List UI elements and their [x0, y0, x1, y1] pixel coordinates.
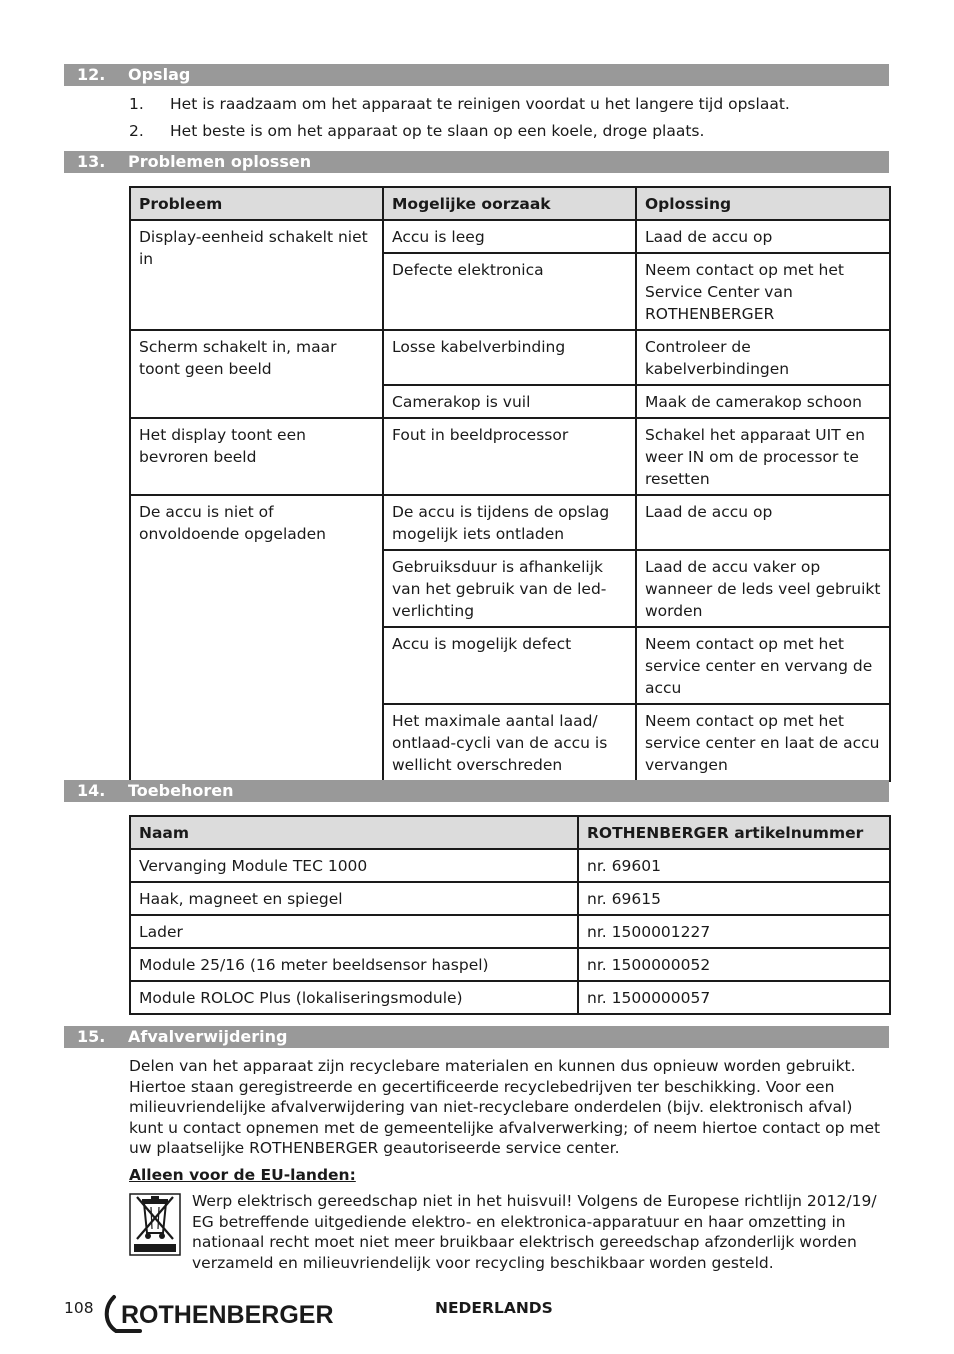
section-number: 13. — [77, 152, 106, 171]
solution-cell: Laad de accu op — [636, 495, 890, 550]
column-header: Mogelijke oorzaak — [383, 187, 636, 220]
section-number: 12. — [77, 65, 106, 84]
cause-cell: Het maximale aantal laad/ ontlaad-cycli van de accu is wellicht overschreden — [383, 704, 636, 781]
list-item — [129, 120, 889, 147]
cause-cell: Losse kabelverbinding — [383, 330, 636, 385]
language-label: NEDERLANDS — [435, 1299, 553, 1317]
solution-cell: Laad de accu op — [636, 220, 890, 253]
cause-cell: De accu is tijdens de opslag mogelijk iets ontladen — [383, 495, 636, 550]
problem-cell: De accu is niet of onvoldoende opgeladen — [130, 495, 383, 781]
page-number: 108 — [64, 1299, 94, 1317]
cause-cell: Fout in beeldprocessor — [383, 418, 636, 495]
table-row — [130, 948, 890, 981]
section-14-header — [64, 780, 889, 802]
table-row — [130, 418, 890, 495]
table-row — [130, 330, 890, 385]
solution-cell: Maak de camerakop schoon — [636, 385, 890, 418]
section-12-header — [64, 64, 889, 86]
brand-wordmark: ROTHENBERGER — [121, 1301, 334, 1329]
column-header: Probleem — [130, 187, 383, 220]
table-row — [130, 882, 890, 915]
article-number-cell: nr. 1500000057 — [578, 981, 890, 1014]
column-header: ROTHENBERGER artikelnummer — [578, 816, 890, 849]
storage-list — [129, 93, 889, 147]
table-row — [130, 981, 890, 1014]
cause-cell: Defecte elektronica — [383, 253, 636, 330]
article-number-cell: nr. 1500000052 — [578, 948, 890, 981]
section-13-header — [64, 151, 889, 173]
section-number: 14. — [77, 781, 106, 800]
section-title: Opslag — [128, 65, 191, 84]
section-15-header — [64, 1026, 889, 1048]
list-item — [129, 93, 889, 120]
problem-cell: Scherm schakelt in, maar toont geen beeld — [130, 330, 383, 418]
solution-cell: Neem contact op met het service center en vervang de accu — [636, 627, 890, 704]
accessory-name-cell: Vervanging Module TEC 1000 — [130, 849, 578, 882]
solution-cell: Neem contact op met het Service Center van ROTHENBERGER — [636, 253, 890, 330]
eu-directive-text: Werp elektrisch gereedschap niet in het huisvuil! Volgens de Europese richtlijn 2012/19/ EG betreffende uitgediende elektro- en elektronica-apparatuur en haar omzetting in nationaal recht moet niet meer bruikbaar elektrisch gereedschap afzonderlijk worden verzameld en milieuvriendelijk voor recycling beschikbaar worden gesteld. — [192, 1192, 877, 1272]
solution-cell: Controleer de kabelverbindingen — [636, 330, 890, 385]
cause-cell: Accu is mogelijk defect — [383, 627, 636, 704]
solution-cell: Laad de accu vaker op wanneer de leds veel gebruikt worden — [636, 550, 890, 627]
table-row — [130, 220, 890, 253]
disposal-paragraph: Delen van het apparaat zijn recyclebare materialen en kunnen dus opnieuw worden gebruikt. Hiertoe staan geregistreerde en gecertificeerde recyclebedrijven ter beschikking. Voor een milieuvriendelijke afvalverwijdering van niet-recyclebare onderdelen (bijv. elektronisch afval) kunt u contact opnemen met de gemeentelijke afvalverwerking; of neem hiertoe contact op met uw plaatselijke ROTHENBERGER geautoriseerde service center. — [129, 1057, 881, 1157]
list-item-number: 2. — [129, 122, 144, 140]
brand-logo — [100, 1293, 350, 1338]
crossed-out-bin-icon — [129, 1193, 181, 1256]
article-number-cell: nr. 69615 — [578, 882, 890, 915]
problem-cell: Het display toont een bevroren beeld — [130, 418, 383, 495]
table-header-row — [130, 187, 890, 220]
problem-cell: Display-eenheid schakelt niet in — [130, 220, 383, 330]
table-header-row — [130, 816, 890, 849]
cause-cell: Camerakop is vuil — [383, 385, 636, 418]
accessory-name-cell: Haak, magneet en spiegel — [130, 882, 578, 915]
accessories-table — [129, 815, 891, 1015]
accessory-name-cell: Module ROLOC Plus (lokaliseringsmodule) — [130, 981, 578, 1014]
article-number-cell: nr. 1500001227 — [578, 915, 890, 948]
accessory-name-cell: Lader — [130, 915, 578, 948]
list-item-text: Het beste is om het apparaat op te slaan op een koele, droge plaats. — [170, 122, 705, 140]
section-title: Problemen oplossen — [128, 152, 312, 171]
section-number: 15. — [77, 1027, 106, 1046]
accessory-name-cell: Module 25/16 (16 meter beeldsensor haspel) — [130, 948, 578, 981]
solution-cell: Schakel het apparaat UIT en weer IN om de processor te resetten — [636, 418, 890, 495]
troubleshooting-table — [129, 186, 891, 782]
section-title: Toebehoren — [128, 781, 234, 800]
solution-cell: Neem contact op met het service center en laat de accu vervangen — [636, 704, 890, 781]
section-title: Afvalverwijdering — [128, 1027, 288, 1046]
table-row — [130, 849, 890, 882]
eu-heading: Alleen voor de EU-landen: — [129, 1166, 356, 1184]
article-number-cell: nr. 69601 — [578, 849, 890, 882]
column-header: Naam — [130, 816, 578, 849]
cause-cell: Gebruiksduur is afhankelijk van het gebruik van de led-verlichting — [383, 550, 636, 627]
list-item-text: Het is raadzaam om het apparaat te reinigen voordat u het langere tijd opslaat. — [170, 95, 790, 113]
column-header: Oplossing — [636, 187, 890, 220]
list-item-number: 1. — [129, 95, 144, 113]
table-row — [130, 915, 890, 948]
table-row — [130, 495, 890, 550]
cause-cell: Accu is leeg — [383, 220, 636, 253]
